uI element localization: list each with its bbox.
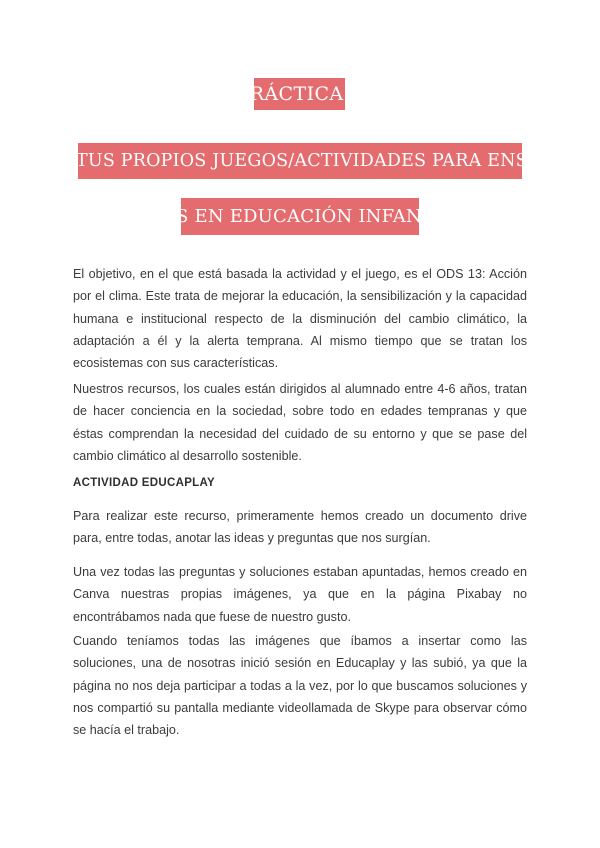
- section-title-educaplay: ACTIVIDAD EDUCAPLAY: [73, 477, 216, 489]
- paragraph-educaplay-session: Cuando teníamos todas las imágenes que íbamos a insertar como las soluciones, una de nosotras inició sesión en Educaplay y las subió, ya que la página no nos deja participar a todas a la vez, por lo que buscamos soluciones y nos compartió su pantalla mediante videollamada de Skype para observar cómo se hacía el trabajo.: [73, 634, 527, 738]
- paragraph-drive: Para realizar este recurso, primeramente hemos creado un documento drive para, entre todas, anotar las ideas y preguntas que nos surgían.: [73, 509, 527, 546]
- paragraph-canva: Una vez todas las preguntas y soluciones estaban apuntadas, hemos creado en Canva nuestras propias imágenes, ya que en la página Pixabay no encontrábamos nada que fuese de nuestro gusto.: [73, 565, 527, 624]
- paragraph-objective: El objetivo, en el que está basada la actividad y el juego, es el ODS 13: Acción por el clima. Este trata de mejorar la educación, la sensibilización y la capacidad humana e institucional respecto de la disminución del cambio climático, la adaptación a él y la alerta temprana. Al mismo tiempo que se tratan los ecosistemas con sus características.: [73, 267, 527, 371]
- title-line-1: CREA TUS PROPIOS JUEGOS/ACTIVIDADES PARA ENSEÑAR: [78, 143, 522, 179]
- practice-heading: PRÁCTICA 5: [254, 78, 345, 110]
- paragraph-resources: Nuestros recursos, los cuales están dirigidos al alumnado entre 4-6 años, tratan de hacer conciencia en la sociedad, sobre todo en edades tempranas y que éstas comprendan la necesidad del cuidado de su entorno y que se pase del cambio climático al desarrollo sostenible.: [73, 382, 527, 463]
- title-line-2: ODS EN EDUCACIÓN INFANTIL: [181, 198, 419, 235]
